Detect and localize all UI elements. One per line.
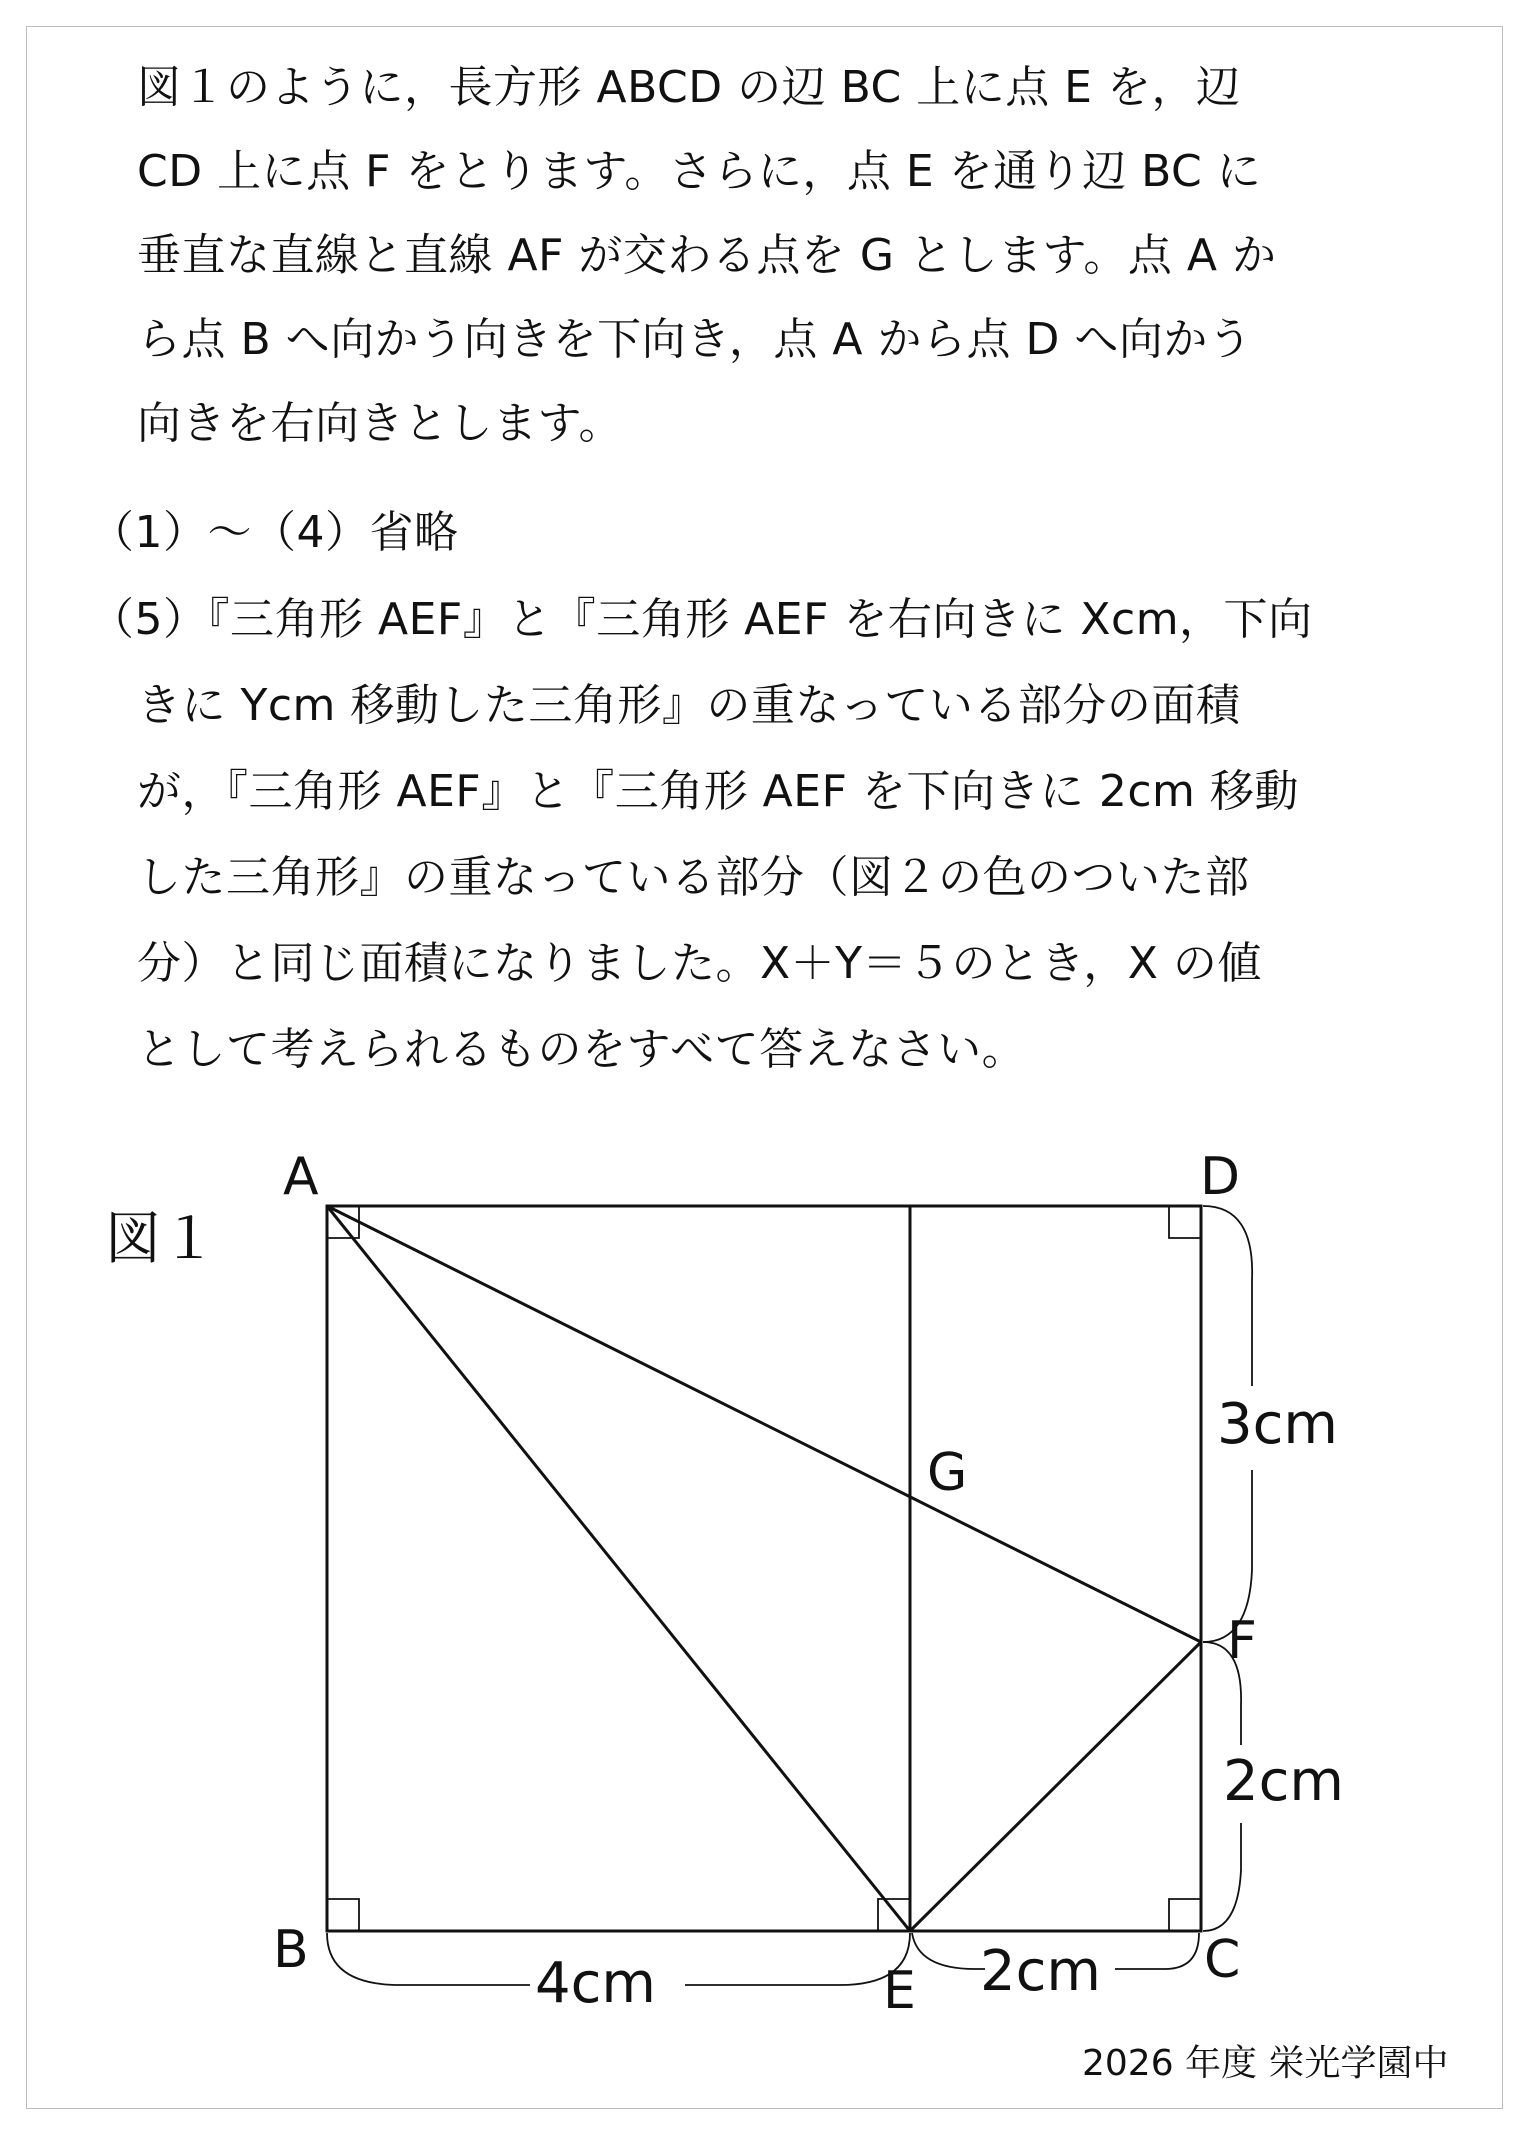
point-label-g: G bbox=[927, 1443, 968, 1503]
point-label-c: C bbox=[1204, 1930, 1241, 1990]
intro-line-5: 向きを右向きとします。 bbox=[137, 398, 623, 449]
right-angle-mark-d bbox=[1169, 1206, 1201, 1238]
segment-af bbox=[327, 1206, 1201, 1642]
measure-be: 4cm bbox=[535, 1951, 656, 2016]
item-1-4-omitted: （1）～（4）省略 bbox=[90, 507, 459, 558]
figure-caption: 図１ bbox=[105, 1207, 217, 1272]
measure-fc: 2cm bbox=[1223, 1749, 1344, 1814]
source-footer: 2026 年度 栄光学園中 bbox=[1082, 2043, 1449, 2084]
segment-ef bbox=[910, 1642, 1201, 1931]
segment-ae bbox=[327, 1206, 910, 1931]
right-angle-mark-b bbox=[327, 1899, 359, 1931]
intro-line-1: 図１のように，長方形 ABCD の辺 BC 上に点 E を，辺 bbox=[137, 62, 1241, 113]
intro-line-2: CD 上に点 F をとります。さらに，点 E を通り辺 BC に bbox=[137, 146, 1262, 197]
right-angle-mark-c bbox=[1169, 1899, 1201, 1931]
item-5-line-1: （5）『三角形 AEF』と『三角形 AEF を右向きに Xcm，下向 bbox=[90, 594, 1313, 645]
item-5-line-2: きに Ycm 移動した三角形』の重なっている部分の面積 bbox=[137, 680, 1241, 731]
measure-ec: 2cm bbox=[980, 1939, 1101, 2004]
point-label-d: D bbox=[1200, 1147, 1241, 1207]
item-5-line-5: 分）と同じ面積になりました。X＋Y＝５のとき，X の値 bbox=[137, 938, 1262, 989]
measure-df: 3cm bbox=[1217, 1392, 1338, 1457]
item-5-line-4: した三角形』の重なっている部分（図２の色のついた部 bbox=[137, 852, 1250, 903]
item-5-line-3: が，『三角形 AEF』と『三角形 AEF を下向きに 2cm 移動 bbox=[137, 766, 1299, 817]
item-5-line-6: として考えられるものをすべて答えなさい。 bbox=[137, 1024, 1027, 1075]
point-label-e: E bbox=[883, 1961, 916, 2021]
point-label-f: F bbox=[1227, 1611, 1257, 1671]
intro-line-4: ら点 B へ向かう向きを下向き，点 A から点 D へ向かう bbox=[137, 314, 1253, 365]
rectangle-abcd bbox=[327, 1206, 1201, 1931]
point-label-b: B bbox=[273, 1920, 309, 1980]
intro-line-3: 垂直な直線と直線 AF が交わる点を G とします。点 A か bbox=[137, 230, 1277, 281]
point-label-a: A bbox=[283, 1147, 319, 1207]
